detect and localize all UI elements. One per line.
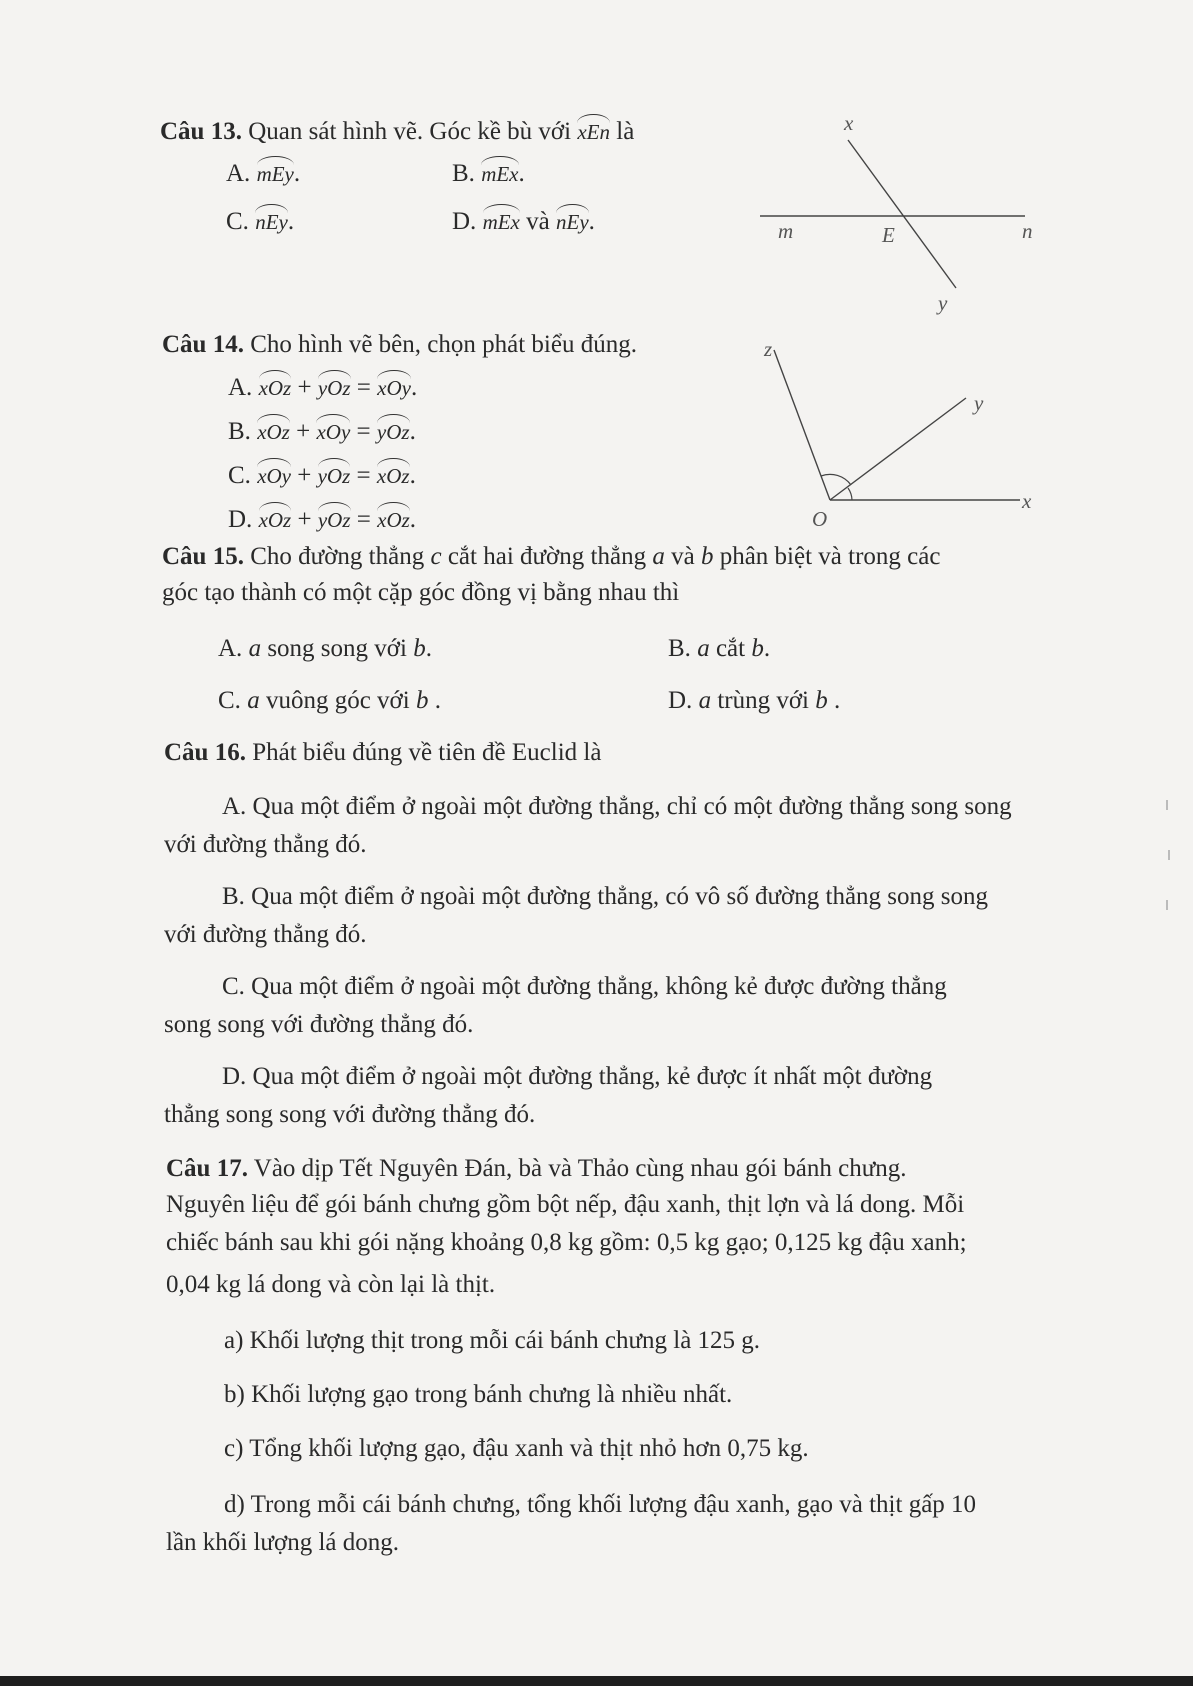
scan-speck [1166,800,1168,810]
q15-text: phân biệt và trong các [719,543,941,570]
option-angle: nEy [556,206,589,234]
label-x: x [1022,489,1032,513]
label-O: O [812,507,828,531]
option-letter: B. [668,635,691,662]
option-letter: B. [228,418,251,445]
q17-stem-line1 [166,1154,907,1184]
option-letter: D. [228,506,253,533]
option-angle: yOz [318,460,351,488]
option-letter: A. [218,635,243,662]
option-letter: C. [228,462,251,489]
label-y: y [938,291,948,315]
label-n: n [1022,219,1033,243]
angle-arc-xoy [848,488,852,500]
var-a: a [248,635,262,662]
q17-stem-line3: chiếc bánh sau khi gói nặng khoảng 0,8 kg gồm: 0,5 kg gạo; 0,125 kg đậu xanh; [166,1229,967,1256]
option-line: với đường thẳng đó. [164,921,367,948]
scan-speck [1168,850,1170,860]
option-angle: xOz [259,372,292,400]
q15-option-a[interactable] [218,634,432,664]
label-m: m [778,219,794,243]
q15-label: Câu 15. [162,543,244,570]
q13-tail: là [616,118,635,145]
option-angle: mEx [481,158,518,186]
ray-oz [774,350,830,500]
q17-statement-d-line1[interactable]: d) Trong mỗi cái bánh chưng, tổng khối lượng đậu xanh, gạo và thịt gấp 10 [224,1491,977,1518]
q13-option-c[interactable] [226,206,294,237]
q14-option-a[interactable] [228,372,417,403]
option-angle: xOy [316,416,350,444]
option-text: song song với [267,635,407,662]
q14-figure [760,337,1060,531]
option-angle: xOz [259,504,292,532]
scan-edge [0,1676,1193,1686]
q15-option-b[interactable] [668,634,770,664]
option-dot: . [518,160,525,187]
equals-sign: = [356,506,371,533]
option-angle: yOz [318,372,351,400]
label-y: y [974,391,984,415]
var-b: b [700,543,714,570]
q14-stem [162,330,637,360]
option-text: trùng với [717,687,809,714]
option-line: thẳng song song với đường thẳng đó. [164,1101,536,1128]
q15-text: cắt hai đường thẳng [447,543,647,570]
plus-sign: + [297,462,312,489]
option-angle: mEx [483,206,520,234]
option-text: vuông góc với [265,687,410,714]
var-c: c [430,543,442,570]
q15-stem-line2: góc tạo thành có một cặp góc đồng vị bằng nhau thì [162,579,680,606]
q15-text: Cho đường thẳng [250,543,425,570]
q13-figure [760,110,1060,320]
option-line: D. Qua một điểm ở ngoài một đường thẳng, kẻ được ít nhất một đường [222,1063,933,1090]
q15-stem-line1 [162,542,940,572]
option-and: và [526,208,550,235]
q13-option-d[interactable] [452,206,595,237]
line-xy [848,140,956,288]
q16-text: Phát biểu đúng về tiên đề Euclid là [252,739,602,766]
option-text: cắt [715,635,746,662]
q17-stem-line2: Nguyên liệu để gói bánh chưng gồm bột nếp, đậu xanh, thịt lợn và lá dong. Mỗi [166,1191,965,1218]
var-a: a [698,687,712,714]
q14-text: Cho hình vẽ bên, chọn phát biểu đúng. [250,331,637,358]
option-line: B. Qua một điểm ở ngoài một đường thẳng, có vô số đường thẳng song song [222,883,989,910]
option-letter: D. [668,687,693,714]
option-dot: . [287,208,295,235]
option-dot: . [763,635,771,662]
option-angle: xOz [377,504,410,532]
option-letter: C. [226,208,249,235]
option-letter: A. [228,374,253,401]
q13-option-a[interactable] [226,158,300,189]
q13-stem [160,116,634,147]
option-angle: yOz [377,416,410,444]
option-angle: mEy [257,158,294,186]
var-a: a [697,635,710,662]
equals-sign: = [356,462,371,489]
option-dot: . [409,506,417,533]
label-E: E [882,223,895,247]
option-letter: A. [226,160,251,187]
option-dot: . [588,208,595,235]
option-line: C. Qua một điểm ở ngoài một đường thẳng, không kẻ được đường thẳng [222,973,947,1000]
q17-text: Vào dịp Tết Nguyên Đán, bà và Thảo cùng nhau gói bánh chưng. [253,1155,907,1182]
var-b: b [815,687,828,714]
var-a: a [247,687,260,714]
option-angle: xOy [377,372,411,400]
option-angle: yOz [318,504,351,532]
plus-sign: + [297,506,312,533]
option-angle: xOz [377,460,410,488]
option-angle: xOz [257,416,290,444]
plus-sign: + [296,418,311,445]
option-letter: D. [452,208,477,235]
q17-statement-d-line2: lần khối lượng lá dong. [166,1529,399,1556]
q17-statement-b[interactable]: b) Khối lượng gạo trong bánh chưng là nhiều nhất. [224,1381,733,1408]
var-b: b [751,635,764,662]
scan-speck [1166,900,1168,910]
q13-angle: xEn [577,116,610,144]
angle-arc-yoz [821,474,851,485]
q17-stem-line4: 0,04 kg lá dong và còn lại là thịt. [166,1271,496,1298]
option-dot: . [293,160,301,187]
q14-option-b[interactable] [228,416,416,447]
option-line: với đường thẳng đó. [164,831,367,858]
option-angle: xOy [257,460,291,488]
option-dot: . [428,687,441,714]
option-letter: C. [218,687,241,714]
q17-label: Câu 17. [166,1155,248,1182]
var-b: b [415,687,429,714]
plus-sign: + [297,374,312,401]
q14-label: Câu 14. [162,331,244,358]
equals-sign: = [356,418,371,445]
option-letter: B. [452,160,475,187]
q17-statement-c[interactable]: c) Tổng khối lượng gạo, đậu xanh và thịt nhỏ hơn 0,75 kg. [224,1435,809,1462]
label-x: x [844,111,854,135]
q16-stem [164,738,601,768]
q13-text: Quan sát hình vẽ. Góc kề bù với [248,118,572,145]
q17-statement-a[interactable]: a) Khối lượng thịt trong mỗi cái bánh chưng là 125 g. [224,1327,761,1354]
option-dot: . [827,687,841,714]
q13-label: Câu 13. [160,118,242,145]
option-dot: . [409,418,416,445]
option-angle: nEy [255,206,288,234]
q15-option-c[interactable] [218,686,441,716]
q13-option-b[interactable] [452,158,525,189]
option-dot: . [410,374,418,401]
option-dot: . [425,635,432,662]
q14-option-c[interactable] [228,460,416,491]
q16-label: Câu 16. [164,739,246,766]
var-b: b [413,635,426,662]
q15-option-d[interactable] [668,686,840,716]
q15-text: và [671,543,695,570]
q14-option-d[interactable] [228,504,416,535]
label-z: z [764,337,773,361]
var-a: a [652,543,665,570]
option-dot: . [409,462,416,489]
equals-sign: = [356,374,371,401]
option-line: A. Qua một điểm ở ngoài một đường thẳng, chỉ có một đường thẳng song song [222,793,1012,820]
option-line: song song với đường thẳng đó. [164,1011,474,1038]
